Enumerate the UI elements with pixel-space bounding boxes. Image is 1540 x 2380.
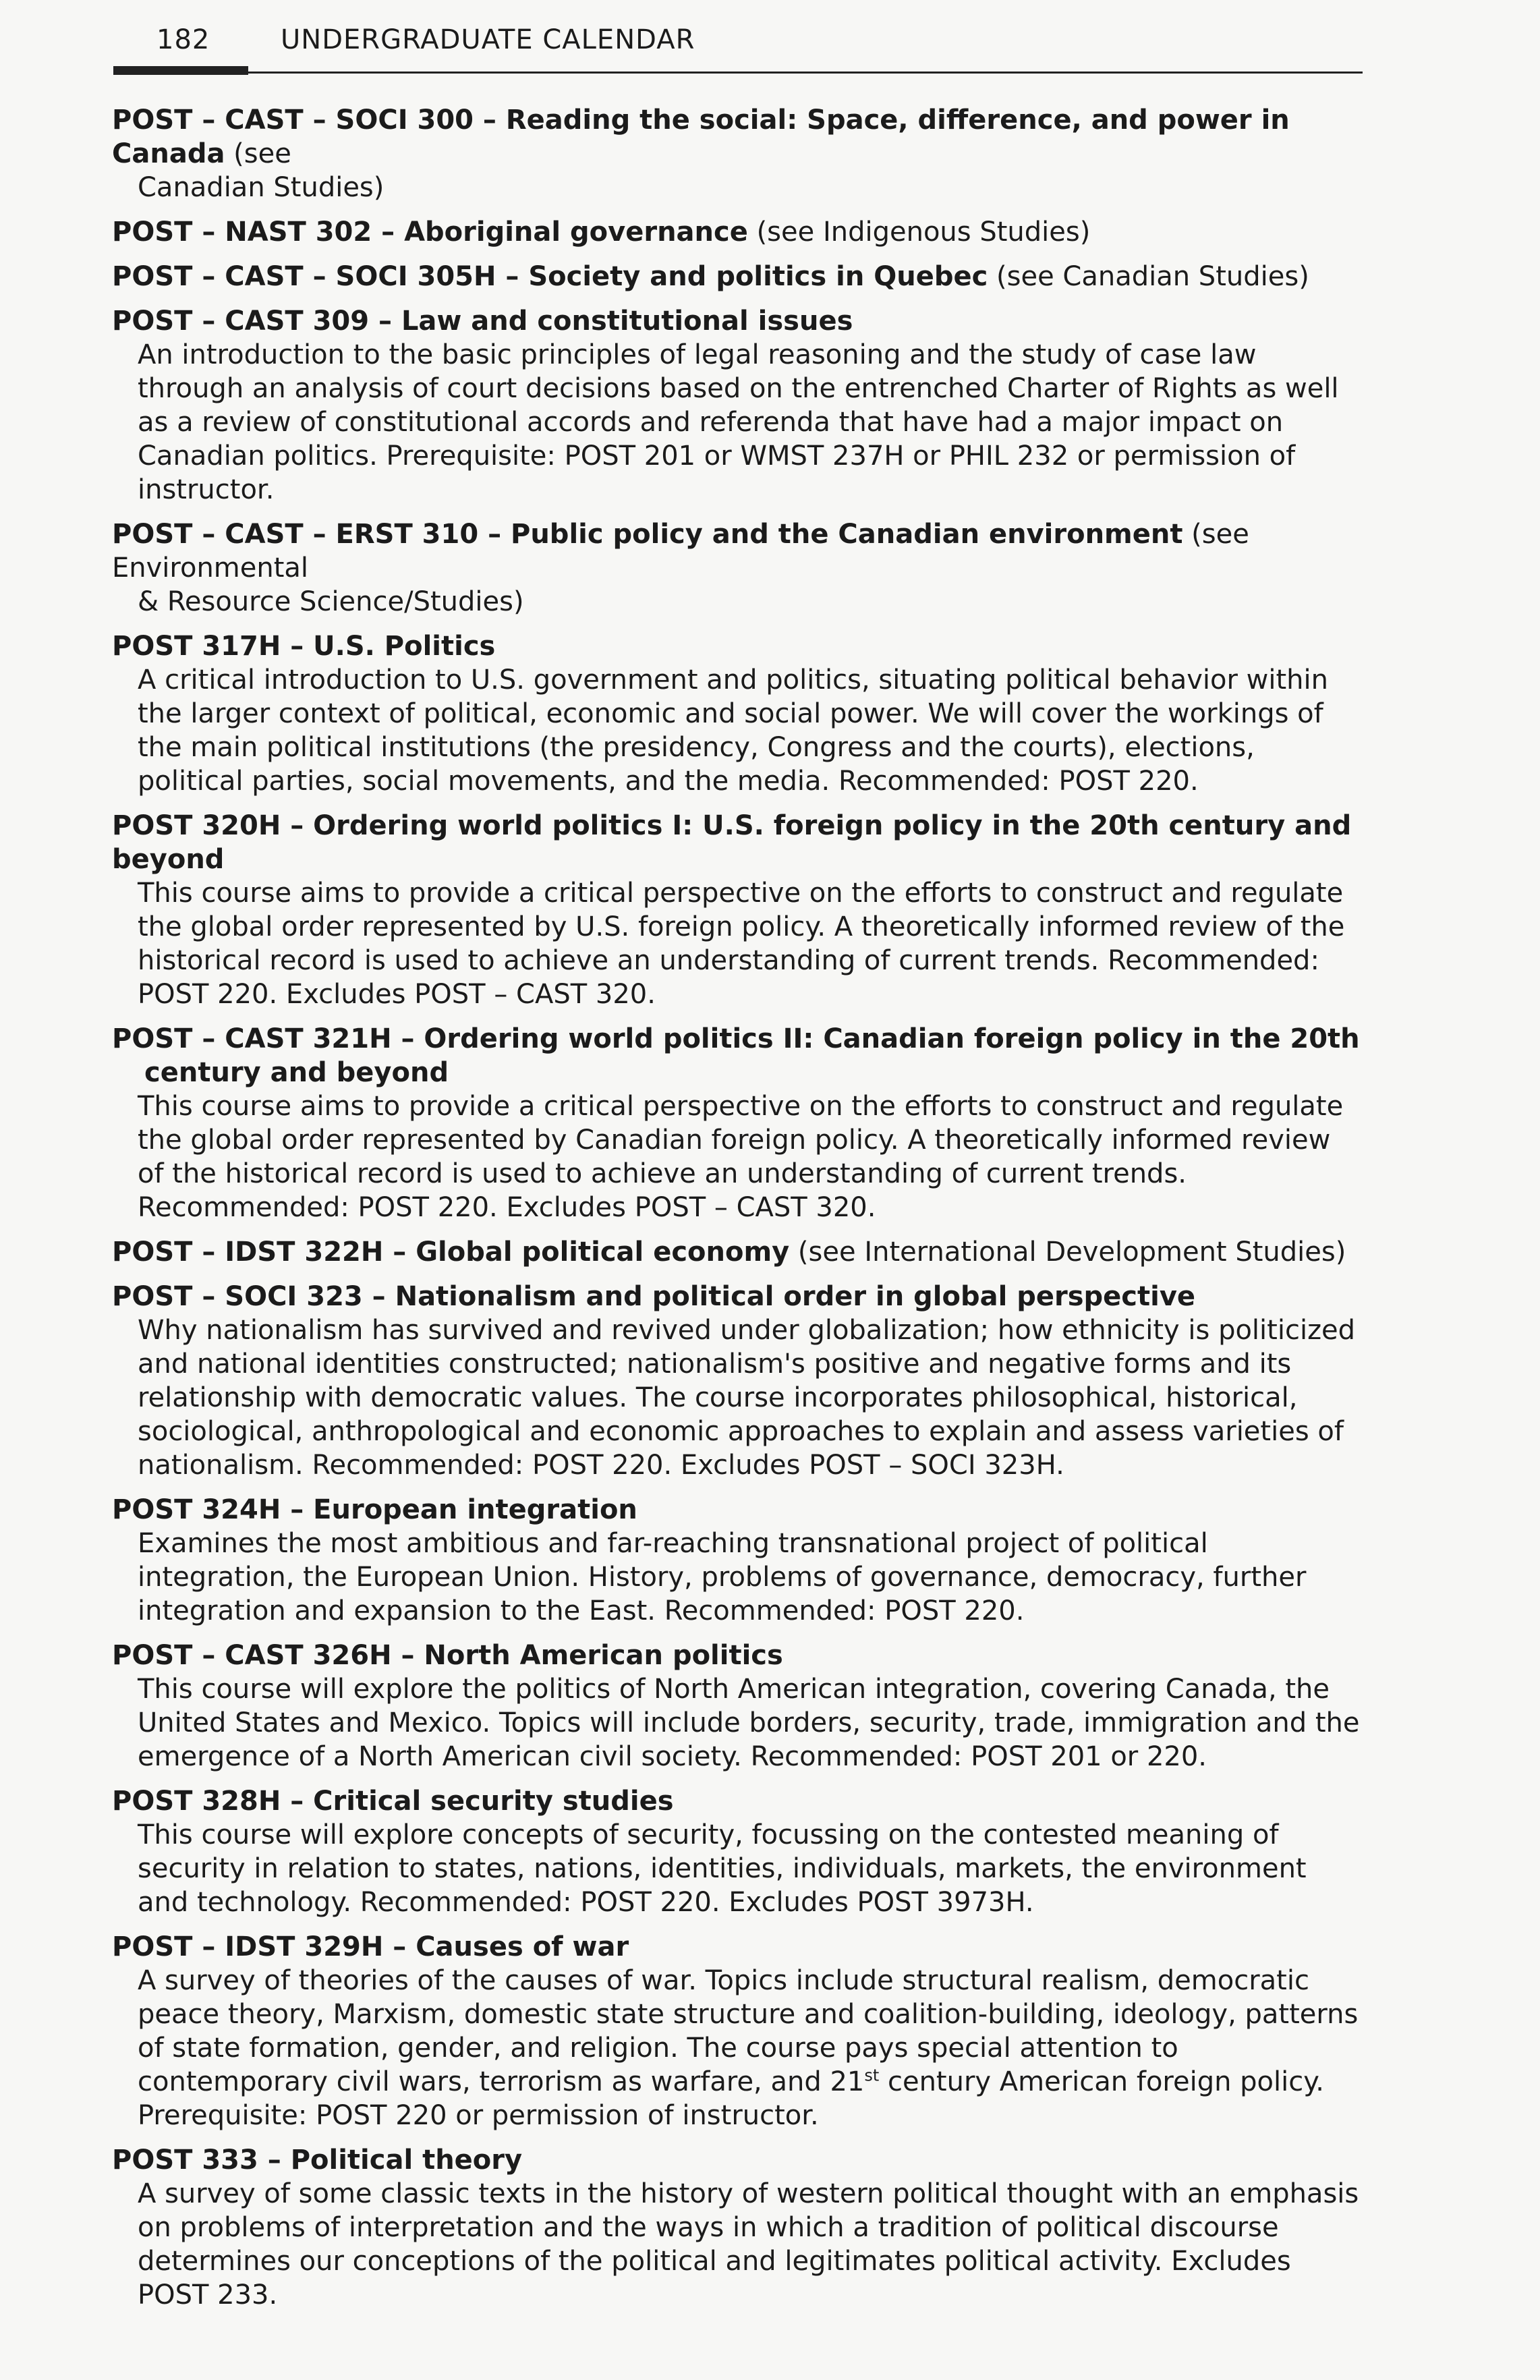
course-entry <box>112 1784 1360 1919</box>
course-title: POST – IDST 329H – Causes of war <box>112 1931 629 1962</box>
course-title: POST – CAST 309 – Law and constitutional issues <box>112 306 853 337</box>
header-rule-thin <box>248 72 1363 74</box>
course-description: Examines the most ambitious and far-reaching transnational project of political integration, the European Union. History, problems of governance, democracy, further integration and expansion to the East. Recommended: POST 220. <box>138 1528 1307 1626</box>
course-description: This course aims to provide a critical perspective on the efforts to construct and regulate the global order represented by U.S. foreign policy. A theoretically informed review of the historical record is used to achieve an understanding of current trends. Recommended: POST 220. Excludes POST – CAST 320. <box>138 878 1345 1010</box>
course-entry <box>112 1639 1360 1774</box>
course-entry <box>112 215 1360 249</box>
course-title: POST – CAST 326H – North American politics <box>112 1640 783 1671</box>
course-title: POST 320H – Ordering world politics I: U.S. foreign policy in the 20th century and beyond <box>112 810 1352 875</box>
course-entry <box>112 103 1360 204</box>
course-entry <box>112 1493 1360 1628</box>
course-title: POST – CAST – SOCI 300 – Reading the social: Space, difference, and power in Canada (see <box>112 105 1290 169</box>
course-entry <box>112 2143 1360 2312</box>
course-title: POST – SOCI 323 – Nationalism and political order in global perspective <box>112 1281 1196 1312</box>
course-entry <box>112 517 1360 619</box>
running-title: UNDERGRADUATE CALENDAR <box>281 24 695 55</box>
course-description: This course aims to provide a critical perspective on the efforts to construct and regulate the global order represented by Canadian foreign policy. A theoretically informed review of the historical record is used to achieve an understanding of current trends. Recommended: POST 220. Excludes POST – CAST 320. <box>138 1091 1344 1223</box>
course-title: POST – CAST – SOCI 305H – Society and politics in Quebec (see Canadian Studies) <box>112 261 1309 292</box>
course-title: POST – IDST 322H – Global political economy (see International Development Studies) <box>112 1237 1346 1268</box>
course-entry <box>112 1930 1360 2132</box>
course-description: A survey of some classic texts in the history of western political thought with an emphasis on problems of interpretation and the ways in which a tradition of political discourse determines our conceptions of the political and legitimates political activity. Excludes POST 233. <box>138 2178 1359 2311</box>
course-crossref: & Resource Science/Studies) <box>138 586 524 617</box>
course-entry <box>112 1280 1360 1482</box>
course-title: POST 333 – Political theory <box>112 2145 523 2176</box>
course-title: POST 317H – U.S. Politics <box>112 631 496 662</box>
course-description: A survey of theories of the causes of war. Topics include structural realism, democratic peace theory, Marxism, domestic state structure and coalition-building, ideology, patterns of state formation, gender, and religion. The course pays special attention to contemporary civil wars, terrorism as warfare, and 21st century American foreign policy. Prerequisite: POST 220 or permission of instructor. <box>138 1965 1359 2131</box>
header-rule-thick <box>113 66 248 75</box>
course-description: An introduction to the basic principles of legal reasoning and the study of case law through an analysis of court decisions based on the entrenched Charter of Rights as well as a review of constitutional accords and referenda that have had a major impact on Canadian politics. Prerequisite: POST 201 or WMST 237H or PHIL 232 or permission of instructor. <box>138 339 1339 505</box>
course-title: POST – NAST 302 – Aboriginal governance (see Indigenous Studies) <box>112 217 1091 248</box>
page-number: 182 <box>156 24 210 55</box>
course-title: POST – CAST 321H – Ordering world politics II: Canadian foreign policy in the 20th century and beyond <box>112 1023 1360 1088</box>
course-entry <box>112 260 1360 293</box>
course-list <box>112 103 1360 2323</box>
course-title: POST – CAST – ERST 310 – Public policy and the Canadian environment (see Environmental <box>112 519 1249 584</box>
course-title: POST 324H – European integration <box>112 1494 637 1525</box>
course-title: POST 328H – Critical security studies <box>112 1786 674 1817</box>
course-entry <box>112 809 1360 1011</box>
course-description: This course will explore the politics of North American integration, covering Canada, the United States and Mexico. Topics will include borders, security, trade, immigration and the emergence of a North American civil society. Recommended: POST 201 or 220. <box>138 1674 1360 1772</box>
course-entry <box>112 1022 1360 1224</box>
page-header <box>113 19 1363 73</box>
course-entry <box>112 1235 1360 1269</box>
course-description: A critical introduction to U.S. government and politics, situating political behavior within the larger context of political, economic and social power. We will cover the workings of the main political institutions (the presidency, Congress and the courts), elections, political parties, social movements, and the media. Recommended: POST 220. <box>138 664 1328 797</box>
course-description: This course will explore concepts of security, focussing on the contested meaning of security in relation to states, nations, identities, individuals, markets, the environment and technology. Recommended: POST 220. Excludes POST 3973H. <box>138 1819 1307 1918</box>
course-description: Why nationalism has survived and revived under globalization; how ethnicity is politicized and national identities constructed; nationalism's positive and negative forms and its relationship with democratic values. The course incorporates philosophical, historical, sociological, anthropological and economic approaches to explain and assess varieties of nationalism. Recommended: POST 220. Excludes POST – SOCI 323H. <box>138 1315 1356 1481</box>
course-crossref: Canadian Studies) <box>138 172 384 203</box>
course-entry <box>112 304 1360 507</box>
course-entry <box>112 629 1360 798</box>
